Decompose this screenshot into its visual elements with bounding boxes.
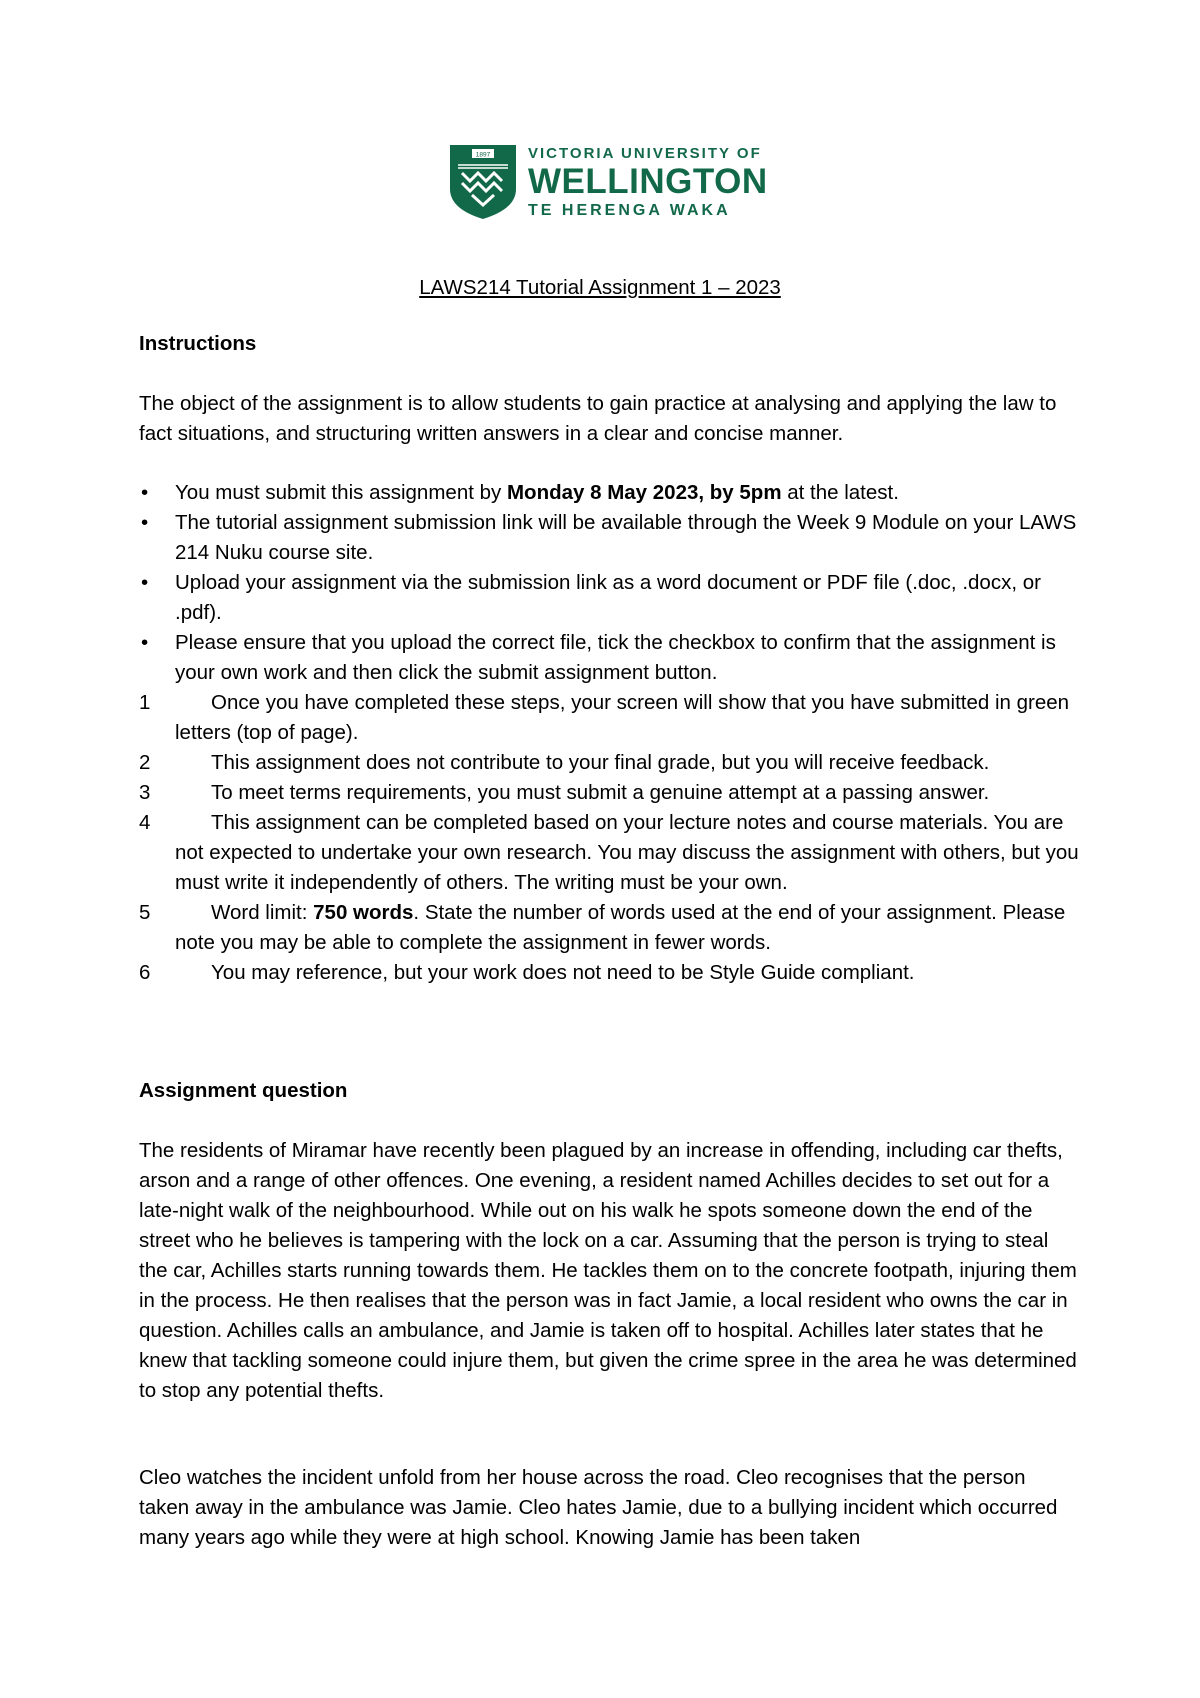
crest-icon: [448, 143, 518, 221]
numbered-item: [139, 748, 1079, 778]
logo-line-3: TE HERENGA WAKA: [528, 202, 731, 219]
bullet-item-3-text: Upload your assignment via the submission link as a word document or PDF file (.doc, .docx, or .pdf).: [175, 571, 1041, 624]
bullet-item: [139, 568, 1079, 628]
bullet-item-4-text: Please ensure that you upload the correct file, tick the checkbox to confirm that the assignment is your own work and then click the submit assignment button.: [175, 631, 1056, 684]
bullet-item: [139, 628, 1079, 688]
question-heading: Assignment question: [139, 1079, 348, 1102]
logo-line-2: WELLINGTON: [528, 162, 768, 201]
instructions-intro: The object of the assignment is to allow students to gain practice at analysing and applying the law to fact situations, and structuring written answers in a clear and concise manner.: [139, 392, 1057, 445]
bullet-item-2-text: The tutorial assignment submission link will be available through the Week 9 Module on your LAWS 214 Nuku course site.: [175, 511, 1077, 564]
number-mailbox-icon: 1: [139, 691, 151, 714]
bullet-item-1-bold-text: Monday 8 May 2023, by 5pm: [506, 481, 782, 504]
numbered-item-4-text: This assignment can be completed based on your lecture notes and course materials. You are not expected to undertake your own research. You may discuss the assignment with others, but you must write it independently of others. The writing must be your own.: [175, 811, 1079, 894]
bullet-item-1-text-end: at the latest.: [781, 481, 899, 504]
numbered-item-5-text: Word limit:: [211, 901, 314, 924]
numbered-item-3-text: To meet terms requirements, you must submit a genuine attempt at a passing answer.: [211, 781, 990, 804]
numbered-item-5-bold-text: 750 words: [313, 901, 414, 924]
numbered-item-5-text-end: . State the number of words used at the end of your assignment. Please note you may be able to complete the assignment in fewer words.: [175, 901, 1066, 954]
logo-wordmark: [528, 140, 768, 221]
bullet-icon: •: [141, 481, 149, 504]
numbered-item: [139, 688, 1079, 748]
bullet-item-1-text: You must submit this assignment by: [175, 481, 507, 504]
numbered-item-2-text: This assignment does not contribute to your final grade, but you will receive feedback.: [211, 751, 990, 774]
number-mailbox-icon: 2: [139, 751, 151, 774]
question-paragraph-2: Cleo watches the incident unfold from her house across the road. Cleo recognises that the person taken away in the ambulance was Jamie. Cleo hates Jamie, due to a bullying incident which occurred many years ago while they were at high school. Knowing Jamie has been taken: [139, 1466, 1058, 1549]
numbered-item: [139, 778, 1079, 808]
number-mailbox-icon: 4: [139, 811, 151, 834]
numbered-item: [139, 898, 1079, 958]
logo-line-1: VICTORIA UNIVERSITY OF: [528, 145, 762, 162]
number-mailbox-icon: 3: [139, 781, 151, 804]
bullet-item: [139, 508, 1079, 568]
question-paragraph-1: The residents of Miramar have recently been plagued by an increase in offending, including car thefts, arson and a range of other offences. One evening, a resident named Achilles decides to set out for a late-night walk of the neighbourhood. While out on his walk he spots someone down the end of the street who he believes is tampering with the lock on a car. Assuming that the person is trying to steal the car, Achilles starts running towards them. He tackles them on to the concrete footpath, injuring them in the process. He then realises that the person was in fact Jamie, a local resident who owns the car in question. Achilles calls an ambulance, and Jamie is taken off to hospital. Achilles later states that he knew that tackling someone could injure them, but given the crime spree in the area he was determined to stop any potential thefts.: [139, 1139, 1077, 1402]
instructions-heading: Instructions: [139, 332, 257, 355]
numbered-item-1-text: Once you have completed these steps, your screen will show that you have submitted in green letters (top of page).: [175, 691, 1070, 744]
number-mailbox-icon: 5: [139, 901, 151, 924]
numbered-item-6-text: You may reference, but your work does not need to be Style Guide compliant.: [211, 961, 915, 984]
university-logo: [448, 140, 768, 224]
numbered-item: [139, 808, 1079, 898]
bullet-icon: •: [141, 631, 149, 654]
crest-year: 1897: [475, 151, 491, 159]
bullet-item: [139, 478, 1079, 508]
document-title: LAWS214 Tutorial Assignment 1 – 2023: [419, 276, 781, 299]
instruction-list: [139, 478, 1079, 988]
number-mailbox-icon: 6: [139, 961, 151, 984]
bullet-icon: •: [141, 511, 149, 534]
numbered-item: [139, 958, 1079, 988]
bullet-icon: •: [141, 571, 149, 594]
